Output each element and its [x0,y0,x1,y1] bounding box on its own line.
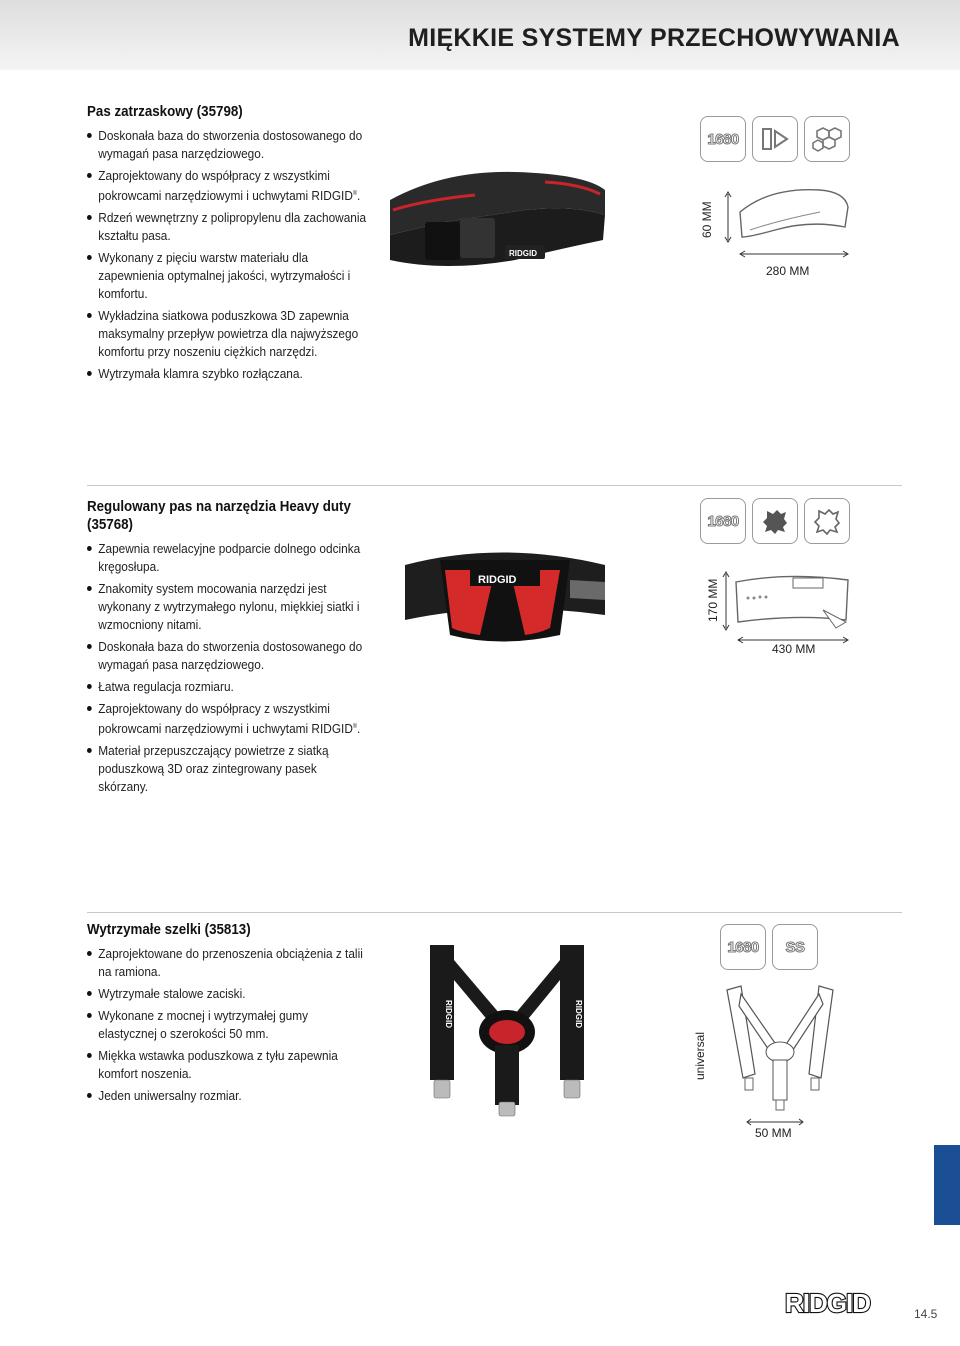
feature-item: Materiał przepuszczający powietrze z siatką poduszkową 3D oraz zintegrowany pasek skórzany. [87,742,369,796]
page-number: 14.5 [914,1307,938,1321]
size-dimension-label: universal [693,1031,707,1080]
feature-item: Zaprojektowane do przenoszenia obciążenia z talii na ramiona. [87,945,369,981]
material-1680-icon: 1680 [720,924,766,970]
suspenders-photo [420,940,595,1120]
brand-logo [783,1286,903,1320]
stainless-steel-icon: SS [772,924,818,970]
suspenders-spec-diagram [685,918,855,1148]
width-dimension-label: 430 MM [772,642,816,656]
product-title: Wytrzymałe szelki (35813) [87,922,251,938]
height-dimension-label: 60 MM [700,201,714,238]
feature-list [87,127,387,383]
belt-outline-diagram [718,570,853,645]
material-1680-icon: 1680 [700,498,746,544]
feature-item: Wykładzina siatkowa poduszkowa 3D zapewnia maksymalny przepływ powietrza dla najwyższego komfortu przy noszeniu ciężkich narzędzi. [87,307,369,361]
strap-brand-text: RIDGID [574,1000,583,1028]
feature-item: Łatwa regulacja rozmiaru. [87,678,369,696]
feature-item: Zapewnia rewelacyjne podparcie dolnego odcinka kręgosłupa. [87,540,369,576]
suspenders-outline-diagram [715,984,845,1114]
width-dimension-label: 280 MM [766,264,810,278]
heavy-duty-belt-spec-diagram [690,492,860,672]
product-title: Pas zatrzaskowy (35798) [87,104,243,120]
snap-belt-spec-diagram [690,110,860,290]
page-title: MIĘKKIE SYSTEMY PRZECHOWYWANIA [408,24,900,52]
feature-item: Wytrzymała klamra szybko rozłączana. [87,365,369,383]
feature-item: Jeden uniwersalny rozmiar. [87,1087,369,1105]
feature-item: Zaprojektowany do współpracy z wszystkimi pokrowcami narzędziowymi i uchwytami RIDGID®. [87,700,369,738]
feature-item: Znakomity system mocowania narzędzi jest wykonany z wytrzymałego nylonu, miękkiej siatki i wzmocniony nitami. [87,580,369,634]
chapter-tab [934,1145,960,1225]
feature-item: Rdzeń wewnętrzny z polipropylenu dla zachowania kształtu pasa. [87,209,369,245]
material-1680-icon: 1680 [700,116,746,162]
feature-item: Wykonane z mocnej i wytrzymałej gumy elastycznej o szerokości 50 mm. [87,1007,369,1043]
feature-list [87,540,387,796]
snap-belt-photo [385,160,610,280]
buckle-icon [752,116,798,162]
heavy-duty-belt-photo [400,540,610,650]
page-header [0,0,960,70]
height-dimension-label: 170 MM [706,578,720,622]
belt-brand-text: RIDGID [509,249,537,258]
belt-brand-text: RIDGID [478,574,517,586]
leather-outline-icon [804,498,850,544]
feature-list [87,945,387,1105]
feature-item: Doskonała baza do stworzenia dostosowanego do wymagań pasa narzędziowego. [87,127,369,163]
width-dimension-label: 50 MM [755,1126,792,1140]
feature-item: Wykonany z pięciu warstw materiału dla zapewnienia optymalnej jakości, wytrzymałości i komfortu. [87,249,369,303]
belt-outline-diagram [720,182,850,262]
mesh-padding-icon [804,116,850,162]
feature-item: Miękka wstawka poduszkowa z tyłu zapewnia komfort noszenia. [87,1047,369,1083]
leather-icon [752,498,798,544]
svg-text:RIDGID: RIDGID [785,1288,870,1318]
strap-brand-text: RIDGID [444,1000,453,1028]
feature-item: Zaprojektowany do współpracy z wszystkimi pokrowcami narzędziowymi i uchwytami RIDGID®. [87,167,369,205]
feature-item: Doskonała baza do stworzenia dostosowanego do wymagań pasa narzędziowego. [87,638,369,674]
feature-item: Wytrzymałe stalowe zaciski. [87,985,369,1003]
product-title: Regulowany pas na narzędzia Heavy duty (35768) [87,499,351,533]
